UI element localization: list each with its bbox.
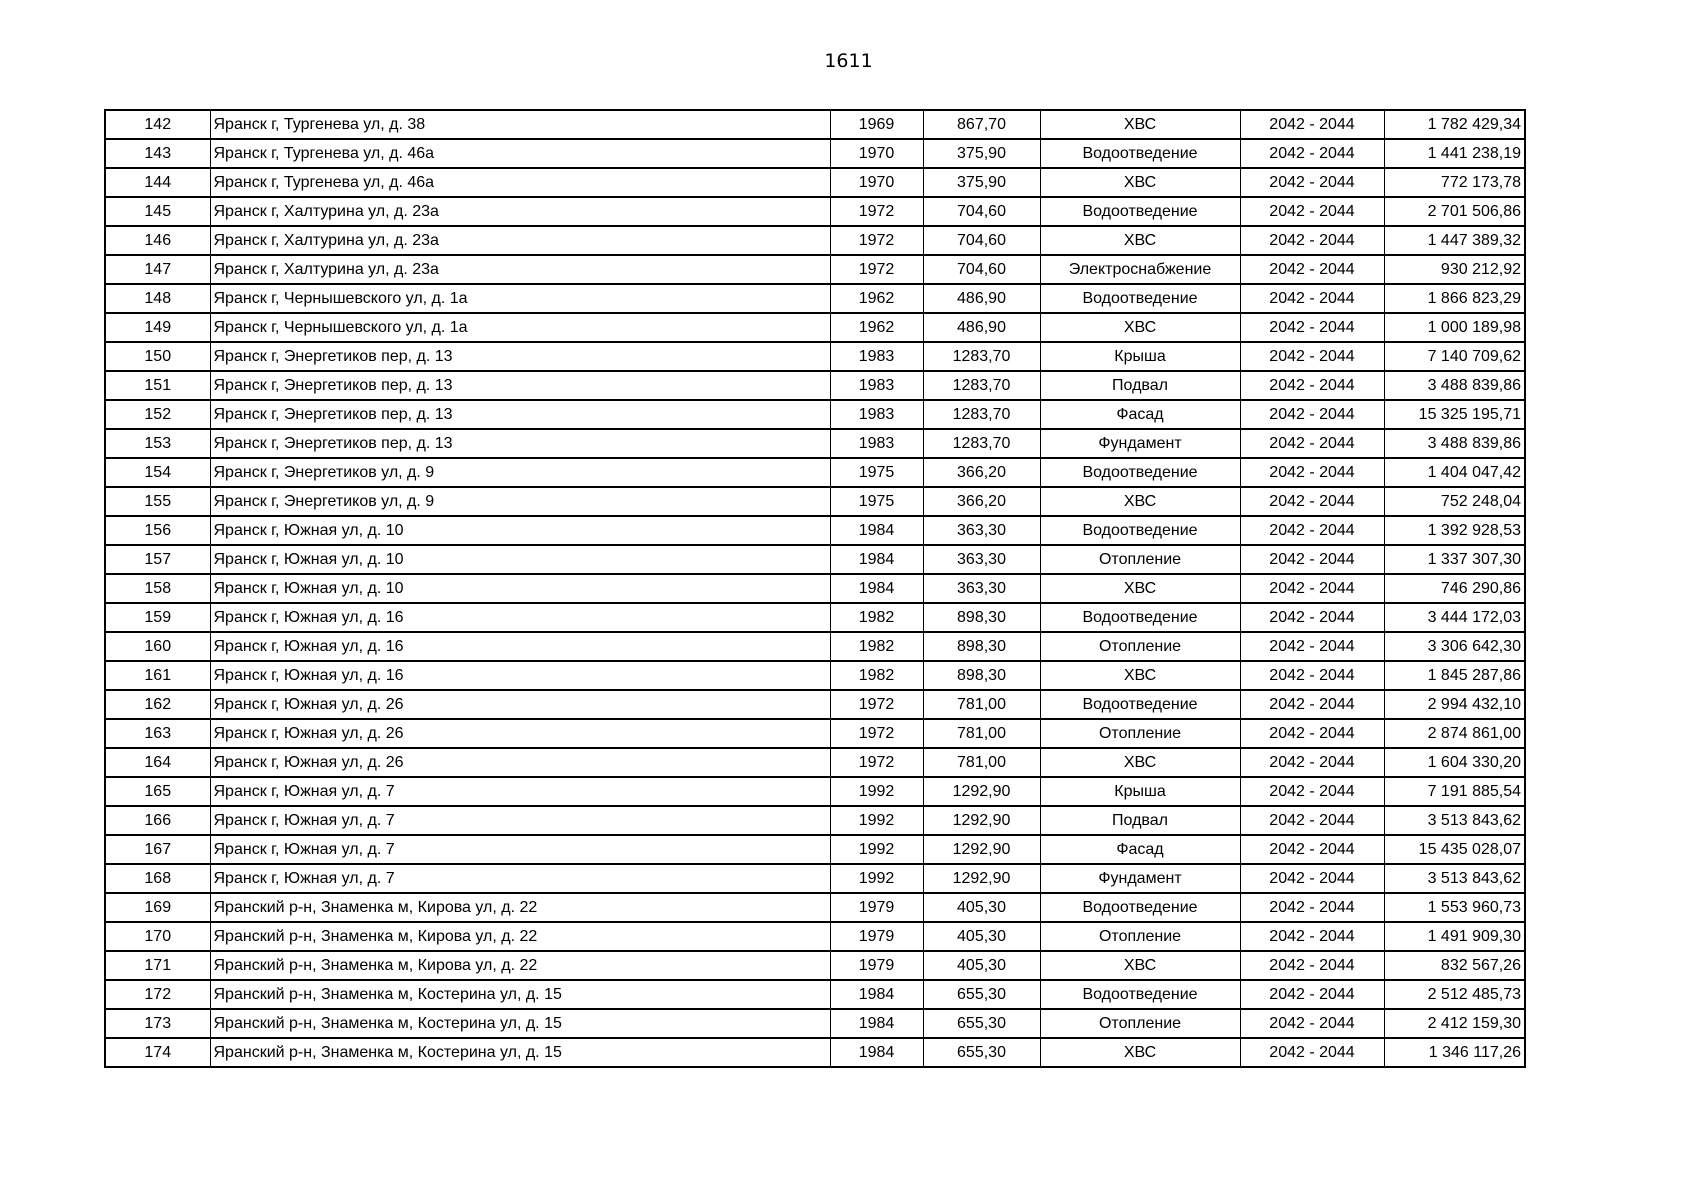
cell-area: 781,00 bbox=[923, 690, 1040, 719]
cell-work-type: Фундамент bbox=[1040, 864, 1240, 893]
cell-year-built: 1979 bbox=[830, 951, 923, 980]
table-row bbox=[105, 951, 1525, 980]
cell-address: Яранск г, Южная ул, д. 10 bbox=[210, 545, 830, 574]
cell-period: 2042 - 2044 bbox=[1240, 400, 1384, 429]
cell-row-number: 155 bbox=[105, 487, 210, 516]
cell-area: 1283,70 bbox=[923, 371, 1040, 400]
cell-row-number: 149 bbox=[105, 313, 210, 342]
cell-area: 1283,70 bbox=[923, 429, 1040, 458]
cell-row-number: 174 bbox=[105, 1038, 210, 1067]
cell-work-type: Водоотведение bbox=[1040, 516, 1240, 545]
cell-work-type: Водоотведение bbox=[1040, 893, 1240, 922]
cell-year-built: 1982 bbox=[830, 632, 923, 661]
cell-period: 2042 - 2044 bbox=[1240, 487, 1384, 516]
cell-row-number: 168 bbox=[105, 864, 210, 893]
cell-cost: 3 488 839,86 bbox=[1384, 371, 1525, 400]
cell-period: 2042 - 2044 bbox=[1240, 980, 1384, 1009]
cell-period: 2042 - 2044 bbox=[1240, 284, 1384, 313]
cell-area: 898,30 bbox=[923, 603, 1040, 632]
cell-address: Яранск г, Энергетиков ул, д. 9 bbox=[210, 487, 830, 516]
table-row bbox=[105, 574, 1525, 603]
cell-period: 2042 - 2044 bbox=[1240, 748, 1384, 777]
cell-address: Яранск г, Энергетиков пер, д. 13 bbox=[210, 342, 830, 371]
cell-period: 2042 - 2044 bbox=[1240, 1009, 1384, 1038]
cell-row-number: 154 bbox=[105, 458, 210, 487]
cell-year-built: 1984 bbox=[830, 1038, 923, 1067]
cell-row-number: 171 bbox=[105, 951, 210, 980]
cell-row-number: 147 bbox=[105, 255, 210, 284]
cell-work-type: ХВС bbox=[1040, 951, 1240, 980]
cell-row-number: 169 bbox=[105, 893, 210, 922]
cell-row-number: 172 bbox=[105, 980, 210, 1009]
cell-work-type: Водоотведение bbox=[1040, 284, 1240, 313]
cell-year-built: 1984 bbox=[830, 545, 923, 574]
cell-address: Яранск г, Южная ул, д. 26 bbox=[210, 748, 830, 777]
cell-year-built: 1984 bbox=[830, 980, 923, 1009]
cell-area: 781,00 bbox=[923, 748, 1040, 777]
cell-period: 2042 - 2044 bbox=[1240, 719, 1384, 748]
cell-cost: 2 874 861,00 bbox=[1384, 719, 1525, 748]
cell-work-type: Крыша bbox=[1040, 342, 1240, 371]
cell-area: 898,30 bbox=[923, 661, 1040, 690]
cell-cost: 1 404 047,42 bbox=[1384, 458, 1525, 487]
cell-row-number: 143 bbox=[105, 139, 210, 168]
cell-area: 1292,90 bbox=[923, 777, 1040, 806]
cell-year-built: 1984 bbox=[830, 574, 923, 603]
cell-cost: 2 412 159,30 bbox=[1384, 1009, 1525, 1038]
table-row bbox=[105, 139, 1525, 168]
cell-work-type: ХВС bbox=[1040, 168, 1240, 197]
table-row bbox=[105, 487, 1525, 516]
cell-year-built: 1975 bbox=[830, 487, 923, 516]
cell-period: 2042 - 2044 bbox=[1240, 603, 1384, 632]
cell-area: 1283,70 bbox=[923, 342, 1040, 371]
cell-period: 2042 - 2044 bbox=[1240, 893, 1384, 922]
cell-cost: 15 435 028,07 bbox=[1384, 835, 1525, 864]
table-row bbox=[105, 835, 1525, 864]
cell-address: Яранский р-н, Знаменка м, Кирова ул, д. 22 bbox=[210, 922, 830, 951]
cell-cost: 1 441 238,19 bbox=[1384, 139, 1525, 168]
table-row bbox=[105, 893, 1525, 922]
cell-row-number: 153 bbox=[105, 429, 210, 458]
cell-address: Яранск г, Халтурина ул, д. 23а bbox=[210, 197, 830, 226]
table-row bbox=[105, 313, 1525, 342]
cell-address: Яранск г, Южная ул, д. 7 bbox=[210, 777, 830, 806]
cell-period: 2042 - 2044 bbox=[1240, 806, 1384, 835]
cell-cost: 1 346 117,26 bbox=[1384, 1038, 1525, 1067]
table-row bbox=[105, 1038, 1525, 1067]
cell-area: 363,30 bbox=[923, 574, 1040, 603]
cell-work-type: Отопление bbox=[1040, 719, 1240, 748]
cell-area: 704,60 bbox=[923, 255, 1040, 284]
cell-period: 2042 - 2044 bbox=[1240, 574, 1384, 603]
cell-area: 704,60 bbox=[923, 226, 1040, 255]
cell-period: 2042 - 2044 bbox=[1240, 632, 1384, 661]
table-body bbox=[105, 110, 1525, 1067]
cell-cost: 7 140 709,62 bbox=[1384, 342, 1525, 371]
cell-address: Яранск г, Чернышевского ул, д. 1а bbox=[210, 313, 830, 342]
table-row bbox=[105, 864, 1525, 893]
cell-row-number: 163 bbox=[105, 719, 210, 748]
cell-work-type: ХВС bbox=[1040, 313, 1240, 342]
cell-cost: 1 782 429,34 bbox=[1384, 110, 1525, 139]
cell-row-number: 145 bbox=[105, 197, 210, 226]
cell-row-number: 142 bbox=[105, 110, 210, 139]
cell-cost: 1 866 823,29 bbox=[1384, 284, 1525, 313]
table-row bbox=[105, 603, 1525, 632]
cell-work-type: Подвал bbox=[1040, 371, 1240, 400]
cell-work-type: Отопление bbox=[1040, 922, 1240, 951]
cell-address: Яранск г, Тургенева ул, д. 46а bbox=[210, 139, 830, 168]
cell-address: Яранск г, Южная ул, д. 10 bbox=[210, 574, 830, 603]
table-row bbox=[105, 342, 1525, 371]
cell-cost: 3 513 843,62 bbox=[1384, 864, 1525, 893]
cell-cost: 746 290,86 bbox=[1384, 574, 1525, 603]
cell-address: Яранск г, Энергетиков пер, д. 13 bbox=[210, 371, 830, 400]
cell-period: 2042 - 2044 bbox=[1240, 516, 1384, 545]
cell-cost: 3 488 839,86 bbox=[1384, 429, 1525, 458]
cell-period: 2042 - 2044 bbox=[1240, 1038, 1384, 1067]
cell-address: Яранск г, Южная ул, д. 26 bbox=[210, 690, 830, 719]
cell-year-built: 1972 bbox=[830, 226, 923, 255]
cell-year-built: 1983 bbox=[830, 429, 923, 458]
cell-work-type: Водоотведение bbox=[1040, 690, 1240, 719]
cell-area: 1292,90 bbox=[923, 806, 1040, 835]
cell-work-type: Фасад bbox=[1040, 400, 1240, 429]
cell-year-built: 1992 bbox=[830, 864, 923, 893]
cell-area: 1292,90 bbox=[923, 864, 1040, 893]
cell-year-built: 1984 bbox=[830, 1009, 923, 1038]
cell-year-built: 1982 bbox=[830, 661, 923, 690]
cell-period: 2042 - 2044 bbox=[1240, 545, 1384, 574]
cell-address: Яранск г, Халтурина ул, д. 23а bbox=[210, 226, 830, 255]
cell-area: 363,30 bbox=[923, 516, 1040, 545]
cell-area: 781,00 bbox=[923, 719, 1040, 748]
cell-cost: 3 513 843,62 bbox=[1384, 806, 1525, 835]
cell-year-built: 1969 bbox=[830, 110, 923, 139]
cell-year-built: 1992 bbox=[830, 835, 923, 864]
cell-row-number: 158 bbox=[105, 574, 210, 603]
cell-work-type: ХВС bbox=[1040, 110, 1240, 139]
cell-address: Яранск г, Тургенева ул, д. 38 bbox=[210, 110, 830, 139]
cell-period: 2042 - 2044 bbox=[1240, 342, 1384, 371]
cell-period: 2042 - 2044 bbox=[1240, 661, 1384, 690]
cell-cost: 15 325 195,71 bbox=[1384, 400, 1525, 429]
cell-area: 655,30 bbox=[923, 980, 1040, 1009]
table-row bbox=[105, 284, 1525, 313]
cell-cost: 2 994 432,10 bbox=[1384, 690, 1525, 719]
cell-period: 2042 - 2044 bbox=[1240, 255, 1384, 284]
cell-work-type: Отопление bbox=[1040, 1009, 1240, 1038]
cell-work-type: Водоотведение bbox=[1040, 603, 1240, 632]
cell-area: 1283,70 bbox=[923, 400, 1040, 429]
cell-area: 405,30 bbox=[923, 893, 1040, 922]
cell-cost: 1 392 928,53 bbox=[1384, 516, 1525, 545]
cell-address: Яранский р-н, Знаменка м, Кирова ул, д. 22 bbox=[210, 893, 830, 922]
cell-area: 366,20 bbox=[923, 458, 1040, 487]
cell-year-built: 1962 bbox=[830, 284, 923, 313]
cell-period: 2042 - 2044 bbox=[1240, 429, 1384, 458]
cell-address: Яранск г, Чернышевского ул, д. 1а bbox=[210, 284, 830, 313]
cell-year-built: 1970 bbox=[830, 139, 923, 168]
table-row bbox=[105, 458, 1525, 487]
cell-period: 2042 - 2044 bbox=[1240, 777, 1384, 806]
cell-address: Яранск г, Тургенева ул, д. 46а bbox=[210, 168, 830, 197]
cell-area: 486,90 bbox=[923, 284, 1040, 313]
cell-period: 2042 - 2044 bbox=[1240, 197, 1384, 226]
table-row bbox=[105, 255, 1525, 284]
cell-year-built: 1975 bbox=[830, 458, 923, 487]
table-row bbox=[105, 806, 1525, 835]
cell-area: 704,60 bbox=[923, 197, 1040, 226]
cell-area: 867,70 bbox=[923, 110, 1040, 139]
cell-address: Яранский р-н, Знаменка м, Костерина ул, д. 15 bbox=[210, 1038, 830, 1067]
cell-cost: 832 567,26 bbox=[1384, 951, 1525, 980]
cell-work-type: ХВС bbox=[1040, 487, 1240, 516]
cell-row-number: 170 bbox=[105, 922, 210, 951]
cell-work-type: Отопление bbox=[1040, 545, 1240, 574]
cell-cost: 772 173,78 bbox=[1384, 168, 1525, 197]
cell-year-built: 1979 bbox=[830, 893, 923, 922]
cell-year-built: 1984 bbox=[830, 516, 923, 545]
cell-row-number: 166 bbox=[105, 806, 210, 835]
cell-area: 1292,90 bbox=[923, 835, 1040, 864]
cell-cost: 3 444 172,03 bbox=[1384, 603, 1525, 632]
cell-work-type: ХВС bbox=[1040, 226, 1240, 255]
cell-address: Яранск г, Южная ул, д. 16 bbox=[210, 661, 830, 690]
cell-work-type: Водоотведение bbox=[1040, 980, 1240, 1009]
cell-work-type: Фасад bbox=[1040, 835, 1240, 864]
cell-cost: 1 337 307,30 bbox=[1384, 545, 1525, 574]
cell-period: 2042 - 2044 bbox=[1240, 110, 1384, 139]
cell-row-number: 157 bbox=[105, 545, 210, 574]
cell-area: 405,30 bbox=[923, 922, 1040, 951]
cell-row-number: 152 bbox=[105, 400, 210, 429]
cell-row-number: 164 bbox=[105, 748, 210, 777]
cell-cost: 1 000 189,98 bbox=[1384, 313, 1525, 342]
table-row bbox=[105, 980, 1525, 1009]
cell-period: 2042 - 2044 bbox=[1240, 835, 1384, 864]
cell-work-type: ХВС bbox=[1040, 574, 1240, 603]
table-row bbox=[105, 748, 1525, 777]
cell-cost: 1 604 330,20 bbox=[1384, 748, 1525, 777]
cell-address: Яранск г, Южная ул, д. 7 bbox=[210, 806, 830, 835]
cell-address: Яранск г, Энергетиков пер, д. 13 bbox=[210, 400, 830, 429]
cell-year-built: 1972 bbox=[830, 748, 923, 777]
cell-address: Яранский р-н, Знаменка м, Костерина ул, д. 15 bbox=[210, 980, 830, 1009]
cell-work-type: Водоотведение bbox=[1040, 197, 1240, 226]
cell-period: 2042 - 2044 bbox=[1240, 139, 1384, 168]
cell-row-number: 162 bbox=[105, 690, 210, 719]
cell-row-number: 150 bbox=[105, 342, 210, 371]
cell-year-built: 1983 bbox=[830, 342, 923, 371]
cell-work-type: ХВС bbox=[1040, 748, 1240, 777]
cell-row-number: 160 bbox=[105, 632, 210, 661]
table-row bbox=[105, 226, 1525, 255]
cell-row-number: 167 bbox=[105, 835, 210, 864]
cell-year-built: 1992 bbox=[830, 777, 923, 806]
cell-area: 363,30 bbox=[923, 545, 1040, 574]
cell-cost: 752 248,04 bbox=[1384, 487, 1525, 516]
cell-period: 2042 - 2044 bbox=[1240, 168, 1384, 197]
cell-row-number: 165 bbox=[105, 777, 210, 806]
cell-row-number: 146 bbox=[105, 226, 210, 255]
cell-cost: 1 491 909,30 bbox=[1384, 922, 1525, 951]
table-row bbox=[105, 400, 1525, 429]
page-number: 1611 bbox=[824, 50, 873, 72]
table-row bbox=[105, 690, 1525, 719]
cell-cost: 2 701 506,86 bbox=[1384, 197, 1525, 226]
cell-row-number: 159 bbox=[105, 603, 210, 632]
cell-cost: 1 553 960,73 bbox=[1384, 893, 1525, 922]
cell-row-number: 151 bbox=[105, 371, 210, 400]
cell-year-built: 1982 bbox=[830, 603, 923, 632]
cell-address: Яранский р-н, Знаменка м, Кирова ул, д. 22 bbox=[210, 951, 830, 980]
cell-address: Яранск г, Энергетиков пер, д. 13 bbox=[210, 429, 830, 458]
cell-cost: 930 212,92 bbox=[1384, 255, 1525, 284]
cell-work-type: ХВС bbox=[1040, 661, 1240, 690]
table-row bbox=[105, 197, 1525, 226]
table-row bbox=[105, 545, 1525, 574]
cell-area: 486,90 bbox=[923, 313, 1040, 342]
table-row bbox=[105, 110, 1525, 139]
cell-period: 2042 - 2044 bbox=[1240, 371, 1384, 400]
cell-row-number: 144 bbox=[105, 168, 210, 197]
table-row bbox=[105, 719, 1525, 748]
cell-address: Яранск г, Южная ул, д. 16 bbox=[210, 632, 830, 661]
cell-work-type: Водоотведение bbox=[1040, 139, 1240, 168]
cell-cost: 3 306 642,30 bbox=[1384, 632, 1525, 661]
cell-address: Яранск г, Южная ул, д. 7 bbox=[210, 864, 830, 893]
cell-period: 2042 - 2044 bbox=[1240, 951, 1384, 980]
cell-row-number: 156 bbox=[105, 516, 210, 545]
cell-period: 2042 - 2044 bbox=[1240, 922, 1384, 951]
cell-work-type: ХВС bbox=[1040, 1038, 1240, 1067]
cell-work-type: Фундамент bbox=[1040, 429, 1240, 458]
cell-period: 2042 - 2044 bbox=[1240, 864, 1384, 893]
cell-year-built: 1972 bbox=[830, 197, 923, 226]
cell-period: 2042 - 2044 bbox=[1240, 690, 1384, 719]
cell-address: Яранск г, Южная ул, д. 10 bbox=[210, 516, 830, 545]
cell-work-type: Водоотведение bbox=[1040, 458, 1240, 487]
cell-address: Яранск г, Южная ул, д. 7 bbox=[210, 835, 830, 864]
cell-year-built: 1972 bbox=[830, 719, 923, 748]
cell-address: Яранск г, Южная ул, д. 26 bbox=[210, 719, 830, 748]
cell-address: Яранск г, Халтурина ул, д. 23а bbox=[210, 255, 830, 284]
cell-year-built: 1983 bbox=[830, 400, 923, 429]
cell-address: Яранский р-н, Знаменка м, Костерина ул, д. 15 bbox=[210, 1009, 830, 1038]
cell-area: 655,30 bbox=[923, 1038, 1040, 1067]
cell-area: 655,30 bbox=[923, 1009, 1040, 1038]
cell-year-built: 1962 bbox=[830, 313, 923, 342]
table-row bbox=[105, 777, 1525, 806]
cell-year-built: 1970 bbox=[830, 168, 923, 197]
table-row bbox=[105, 632, 1525, 661]
cell-area: 898,30 bbox=[923, 632, 1040, 661]
cell-period: 2042 - 2044 bbox=[1240, 458, 1384, 487]
table-row bbox=[105, 168, 1525, 197]
cell-year-built: 1979 bbox=[830, 922, 923, 951]
cell-work-type: Крыша bbox=[1040, 777, 1240, 806]
cell-cost: 2 512 485,73 bbox=[1384, 980, 1525, 1009]
cell-work-type: Отопление bbox=[1040, 632, 1240, 661]
table-row bbox=[105, 516, 1525, 545]
cell-row-number: 148 bbox=[105, 284, 210, 313]
cell-address: Яранск г, Энергетиков ул, д. 9 bbox=[210, 458, 830, 487]
cell-cost: 1 447 389,32 bbox=[1384, 226, 1525, 255]
cell-address: Яранск г, Южная ул, д. 16 bbox=[210, 603, 830, 632]
cell-period: 2042 - 2044 bbox=[1240, 313, 1384, 342]
table-row bbox=[105, 371, 1525, 400]
cell-cost: 1 845 287,86 bbox=[1384, 661, 1525, 690]
cell-year-built: 1983 bbox=[830, 371, 923, 400]
table-row bbox=[105, 429, 1525, 458]
cell-year-built: 1992 bbox=[830, 806, 923, 835]
cell-row-number: 161 bbox=[105, 661, 210, 690]
cell-area: 375,90 bbox=[923, 139, 1040, 168]
cell-year-built: 1972 bbox=[830, 255, 923, 284]
cell-area: 375,90 bbox=[923, 168, 1040, 197]
cell-area: 405,30 bbox=[923, 951, 1040, 980]
cell-period: 2042 - 2044 bbox=[1240, 226, 1384, 255]
repair-schedule-table bbox=[104, 109, 1526, 1068]
cell-year-built: 1972 bbox=[830, 690, 923, 719]
table-row bbox=[105, 661, 1525, 690]
table-row bbox=[105, 922, 1525, 951]
cell-cost: 7 191 885,54 bbox=[1384, 777, 1525, 806]
cell-area: 366,20 bbox=[923, 487, 1040, 516]
cell-work-type: Электроснабжение bbox=[1040, 255, 1240, 284]
cell-work-type: Подвал bbox=[1040, 806, 1240, 835]
table-row bbox=[105, 1009, 1525, 1038]
cell-row-number: 173 bbox=[105, 1009, 210, 1038]
